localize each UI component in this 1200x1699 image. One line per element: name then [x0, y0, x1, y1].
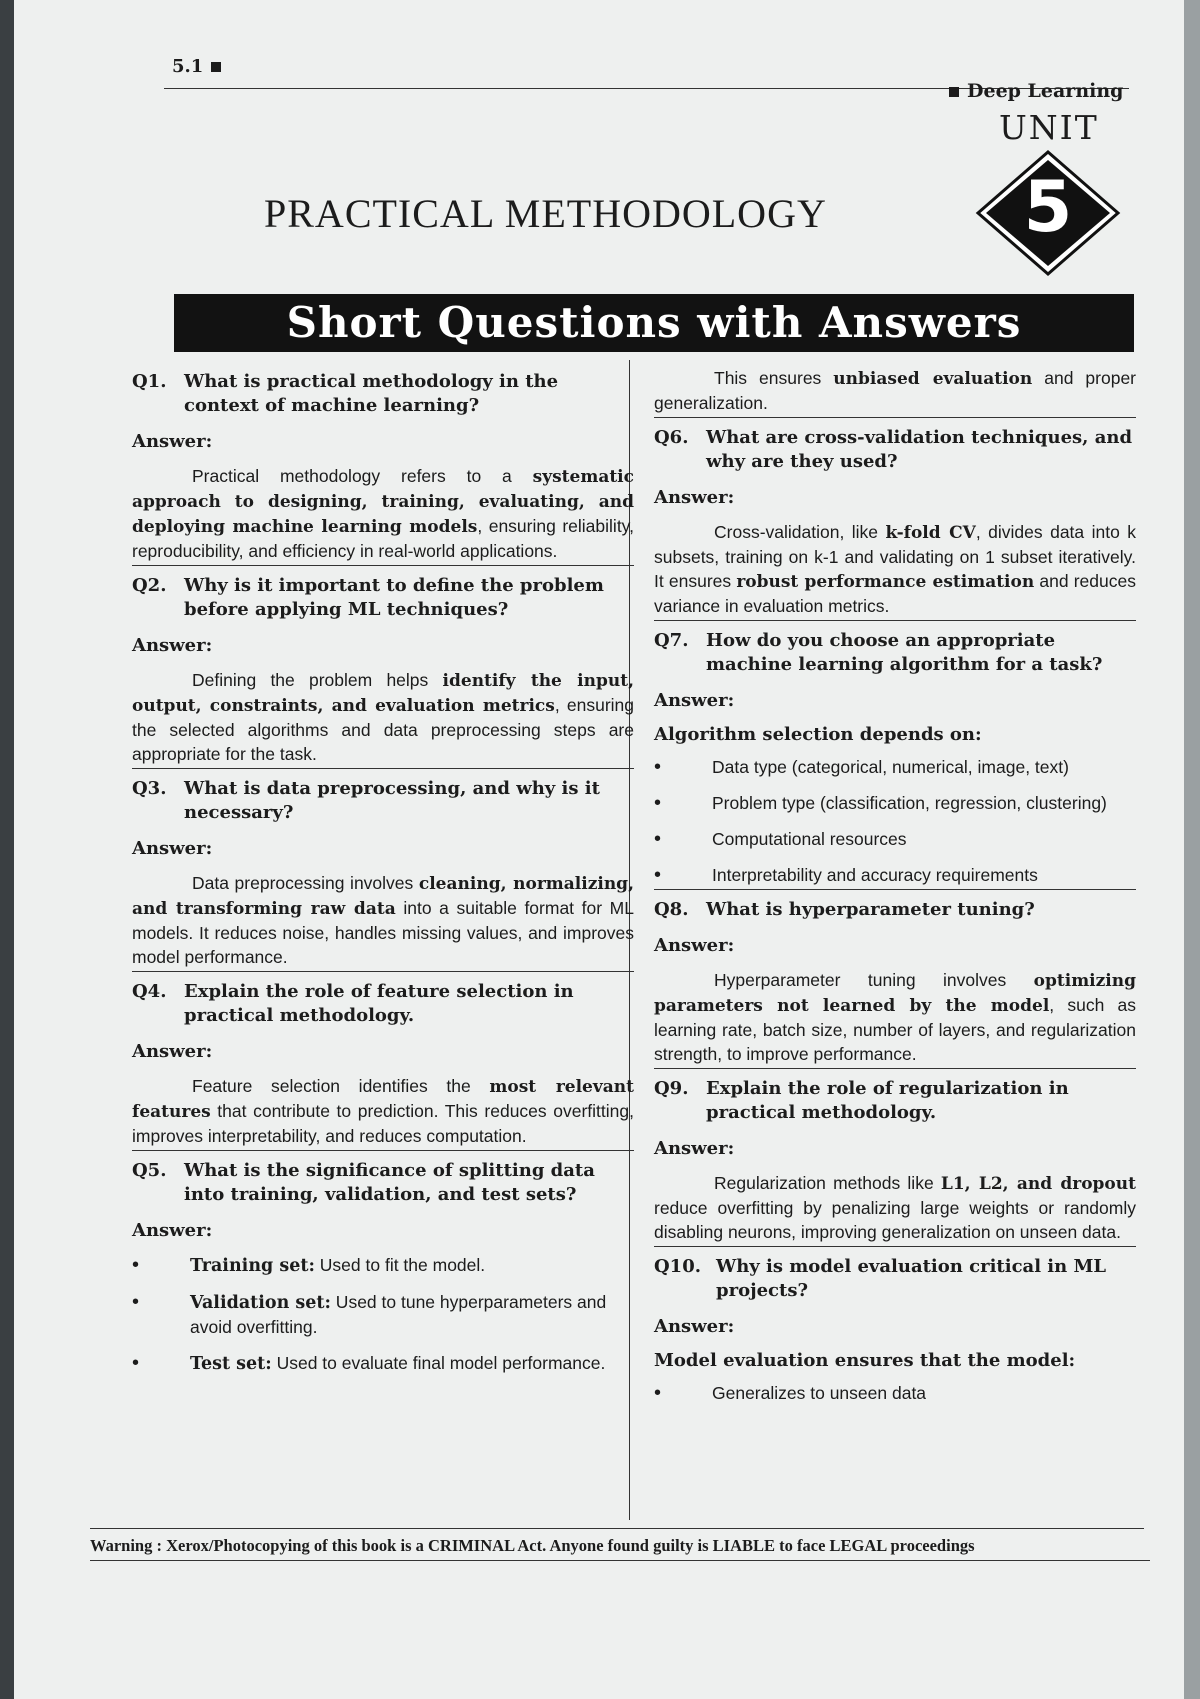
question-number: Q1.	[132, 371, 167, 392]
question-block-q1	[132, 370, 634, 566]
list-item: • Validation set: Used to tune hyperparameters and avoid overfitting.	[132, 1291, 607, 1337]
left-column	[132, 362, 634, 1388]
list-item: • Problem type (classification, regression, clustering)	[654, 792, 1107, 814]
question-text: Why is model evaluation critical in ML projects?	[716, 1256, 1107, 1301]
square-bullet-icon	[211, 62, 221, 72]
answer-text: Cross-validation, like k-fold CV, divides data into k subsets, training on k-1 and validating on 1 subset iteratively. It ensures robust performance estimation and reduces variance in evaluation metrics.	[654, 520, 1136, 621]
bullet-icon: •	[654, 1382, 662, 1404]
question-text: What is practical methodology in the context of machine learning?	[184, 371, 559, 416]
question-number: Q10.	[654, 1256, 701, 1277]
right-column	[654, 362, 1136, 1417]
question-block-q10	[654, 1255, 1136, 1405]
bullet-icon: •	[132, 1254, 140, 1276]
list-item: • Computational resources	[654, 828, 907, 850]
question-number: Q8.	[654, 899, 689, 920]
question-block-q7	[654, 629, 1136, 890]
question-text: Explain the role of feature selection in practical methodology.	[184, 981, 574, 1026]
answer-label: Answer:	[132, 1041, 213, 1062]
section-banner: Short Questions with Answers	[174, 294, 1134, 352]
answer-label: Answer:	[132, 838, 213, 859]
answer-label: Answer:	[132, 635, 213, 656]
answer-text: Feature selection identifies the most relevant features that contribute to prediction. This reduces overfitting, improves interpretability, and reduces computation.	[132, 1074, 634, 1151]
answer-label: Answer:	[654, 690, 735, 711]
question-block-q9	[654, 1077, 1136, 1247]
bullet-icon: •	[132, 1352, 140, 1374]
list-item: • Test set: Used to evaluate final model performance.	[132, 1352, 606, 1374]
question-number: Q3.	[132, 778, 167, 799]
book-title: Deep Learning	[949, 80, 1123, 102]
book-page	[14, 0, 1184, 1699]
unit-label: UNIT	[999, 108, 1099, 147]
bullet-icon: •	[654, 828, 662, 850]
bullet-list	[132, 1253, 634, 1376]
list-item: • Generalizes to unseen data	[654, 1382, 927, 1404]
question-block-q6	[654, 426, 1136, 621]
question-text: What is hyperparameter tuning?	[706, 899, 1035, 920]
answer-lead: Model evaluation ensures that the model:	[654, 1350, 1076, 1371]
page-number: 5.1	[172, 56, 221, 77]
answer-label: Answer:	[654, 935, 735, 956]
answer-text: Regularization methods like L1, L2, and dropout reduce overfitting by penalizing large weights or randomly disabling neurons, improving generalization on unseen data.	[654, 1171, 1136, 1247]
unit-number-badge	[974, 148, 1122, 278]
answer-text: Data preprocessing involves cleaning, normalizing, and transforming raw data into a suitable format for ML models. It reduces noise, handles missing values, and improves model performance.	[132, 871, 634, 972]
answer-text: Defining the problem helps identify the input, output, constraints, and evaluation metrics, ensuring the selected algorithms and data preprocessing steps are appropriate for the task.	[132, 668, 634, 769]
question-text: What are cross-validation techniques, and why are they used?	[706, 427, 1133, 472]
bullet-list	[654, 755, 1136, 890]
answer-label: Answer:	[132, 1220, 213, 1241]
question-text: What is data preprocessing, and why is it necessary?	[184, 778, 600, 823]
bullet-list	[654, 1381, 1136, 1405]
question-block-q8	[654, 898, 1136, 1069]
square-bullet-icon	[949, 87, 959, 97]
question-number: Q9.	[654, 1078, 689, 1099]
question-text: How do you choose an appropriate machine learning algorithm for a task?	[706, 630, 1103, 675]
bullet-icon: •	[654, 792, 662, 814]
list-item: • Data type (categorical, numerical, image, text)	[654, 756, 1069, 778]
copyright-warning: Warning : Xerox/Photocopying of this book is a CRIMINAL Act. Anyone found guilty is LIABLE to face LEGAL proceedings	[90, 1536, 1150, 1561]
question-block-q2	[132, 574, 634, 769]
bullet-icon: •	[654, 756, 662, 778]
footer-rule	[90, 1528, 1144, 1529]
question-number: Q2.	[132, 575, 167, 596]
question-text: What is the significance of splitting data into training, validation, and test sets?	[184, 1160, 595, 1205]
unit-number: 5	[1023, 166, 1073, 248]
bullet-icon: •	[132, 1291, 140, 1313]
answer-text: Hyperparameter tuning involves optimizing parameters not learned by the model, such as learning rate, batch size, number of layers, and regularization strength, to improve performance.	[654, 968, 1136, 1069]
question-block-q3	[132, 777, 634, 972]
answer-label: Answer:	[654, 1316, 735, 1337]
question-number: Q7.	[654, 630, 689, 651]
question-number: Q5.	[132, 1160, 167, 1181]
answer-text-continued: This ensures unbiased evaluation and proper generalization.	[654, 366, 1136, 418]
list-item: • Interpretability and accuracy requirements	[654, 864, 1038, 886]
question-number: Q4.	[132, 981, 167, 1002]
answer-label: Answer:	[132, 431, 213, 452]
question-text: Why is it important to define the problem before applying ML techniques?	[184, 575, 604, 620]
question-block-q5	[132, 1159, 634, 1376]
answer-label: Answer:	[654, 1138, 735, 1159]
answer-lead: Algorithm selection depends on:	[654, 724, 982, 745]
bullet-icon: •	[654, 864, 662, 886]
answer-label: Answer:	[654, 487, 735, 508]
question-block-q4	[132, 980, 634, 1151]
question-number: Q6.	[654, 427, 689, 448]
chapter-title: PRACTICAL METHODOLOGY	[264, 191, 827, 236]
list-item: • Training set: Used to fit the model.	[132, 1254, 486, 1276]
question-text: Explain the role of regularization in practical methodology.	[706, 1078, 1069, 1123]
answer-text: Practical methodology refers to a systematic approach to designing, training, evaluating, and deploying machine learning models, ensuring reliability, reproducibility, and efficiency in real-world applications.	[132, 464, 634, 566]
